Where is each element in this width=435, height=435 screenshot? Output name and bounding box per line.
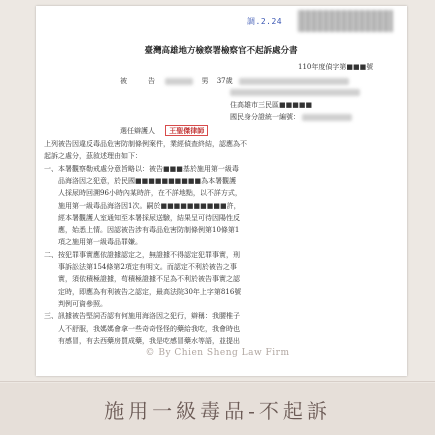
redacted-birth bbox=[239, 78, 349, 85]
body-line: 起訴之處分，茲敘述理由如下： bbox=[44, 152, 142, 161]
document-page bbox=[36, 6, 407, 376]
body-line: 定時，即應為有利被告之認定，最高法院30年上字第816號 bbox=[44, 287, 242, 296]
body-line: 判例可資參照。 bbox=[44, 299, 107, 308]
document-title: 臺灣高雄地方檢察署檢察官不起訴處分書 bbox=[144, 46, 298, 56]
body-line: 品海洛因之犯意，於民國■■■■■■■■■■為本署觀護 bbox=[44, 176, 237, 185]
residence-label: 住高雄市三民區■■■■■ bbox=[230, 101, 313, 109]
defendant-age: 37歲 bbox=[216, 77, 233, 85]
defendant-row bbox=[120, 76, 349, 86]
body-line: 人不舒服，我媽媽會拿一些奇奇怪怪的藥給我吃，我會時也 bbox=[44, 324, 240, 333]
redacted-address-1 bbox=[230, 89, 360, 96]
stamp-code: 調.2.24 bbox=[247, 17, 283, 26]
counsel-label: 選任辯護人 bbox=[120, 127, 155, 135]
residence-row bbox=[230, 88, 360, 96]
caption-band bbox=[0, 383, 435, 435]
divider bbox=[0, 381, 435, 382]
body-line: 項之施用第一級毒品罪嫌。 bbox=[44, 238, 142, 247]
defendant-label: 被 告 bbox=[120, 77, 155, 85]
body-line: 有感冒，有去西藥房買成藥，我是吃感冒藥水等語，並提出 bbox=[44, 336, 240, 345]
body-line: 事訴訟法第154條第2項定有明文。而認定不利於被告之事 bbox=[44, 263, 237, 271]
residence-row-2 bbox=[230, 100, 312, 110]
defendant-gender: 男 bbox=[201, 77, 209, 85]
body-line: 實，須依積極證據，苟積極證據不足為不利於被告事實之認 bbox=[44, 275, 240, 284]
body-line: 應，始悉上情。因認被告涉有毒品危害防制條例第10條第1 bbox=[44, 226, 240, 235]
redacted-name bbox=[165, 78, 193, 85]
body-line: 一、本署觀察勒戒處分意旨略以：被告■■■基於施用第一級毒 bbox=[44, 164, 239, 173]
counsel-row bbox=[120, 125, 208, 136]
id-row bbox=[230, 112, 352, 122]
body-line: 上列被告因違反毒品危害防制條例案件，業經偵查終結，認應為不 bbox=[44, 140, 247, 148]
body-line: 二、按犯罪事實應依證據認定之，無證據不得認定犯罪事實，刑 bbox=[44, 250, 240, 259]
redacted-id bbox=[302, 114, 352, 121]
counsel-name: 王聖傑律師 bbox=[165, 125, 208, 136]
id-label: 國民身分證統一編號： bbox=[230, 113, 300, 121]
body-line: 經本署觀護人室通知至本署採尿送驗，結果呈可待因陽性反 bbox=[44, 213, 240, 222]
body-line: 三、訊據被告堅詞否認有何施用海洛因之犯行，辯稱：我腰椎子 bbox=[44, 312, 240, 321]
body-line: 施用第一級毒品海洛因1次。嗣於■■■■■■■■■■許， bbox=[44, 201, 241, 210]
redacted-barcode bbox=[298, 10, 393, 32]
caption-title: 施用一級毒品-不起訴 bbox=[104, 398, 331, 423]
watermark: © By Chien Sheng Law Firm bbox=[145, 348, 290, 358]
case-number bbox=[298, 62, 373, 72]
body-line: 人採尿時回溯96小時內某時許，在不詳地點，以不詳方式， bbox=[44, 189, 242, 198]
case-number-text: 110年度偵字第■■■號 bbox=[298, 63, 374, 71]
